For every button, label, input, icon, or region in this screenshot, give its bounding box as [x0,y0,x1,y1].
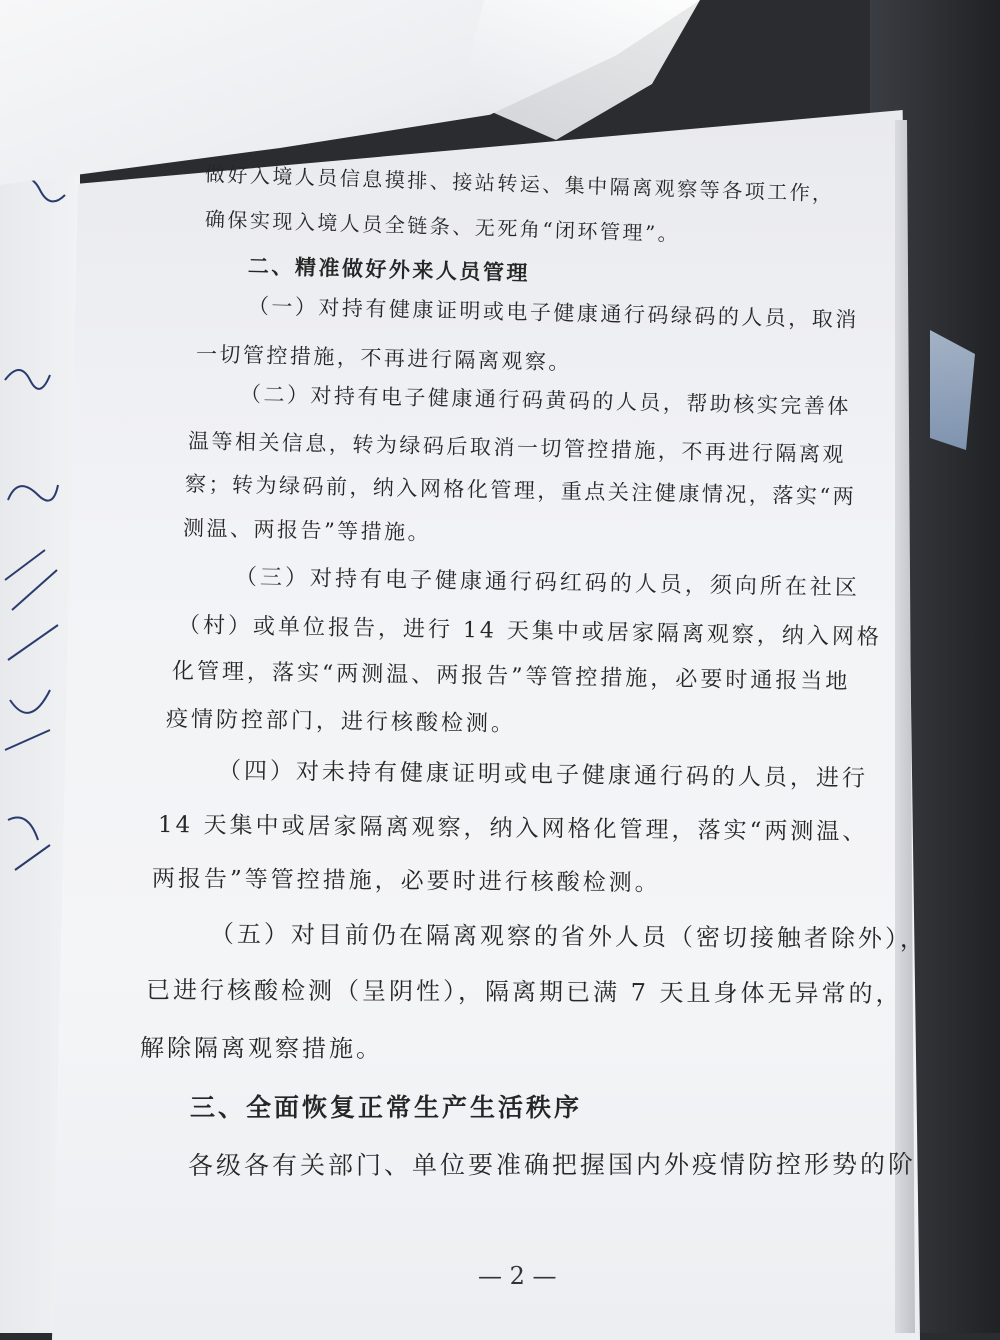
body-line: 已进行核酸检测（呈阴性），隔离期已满 7 天且身体无异常的， [145,976,903,1008]
overlapping-paper-fold [460,0,700,140]
page-number: — 2 — [478,1262,557,1290]
body-line: 解除隔离观察措施。 [139,1034,384,1063]
handwriting-scribble [0,140,70,900]
body-line: （村）或单位报告，进行 14 天集中或居家隔离观察，纳入网格 [177,613,883,651]
body-line: 两报告”等管控措施，必要时进行核酸检测。 [151,866,661,897]
body-line: （一）对持有健康证明或电子健康通行码绿码的人员，取消 [247,294,860,332]
section-heading: 二、精准做好外来人员管理 [247,253,531,286]
body-line: 测温、两报告”等措施。 [182,516,432,545]
body-line: 温等相关信息，转为绿码后取消一切管控措施，不再进行隔离观 [187,429,847,467]
body-line: 确保实现入境人员全链条、无死角“闭环管理”。 [204,207,681,246]
body-line: 化管理，落实“两测温、两报告”等管控措施，必要时通报当地 [171,659,851,695]
section-heading: 三、全面恢复正常生产生活秩序 [190,1093,583,1122]
body-line: 察；转为绿码前，纳入网格化管理，重点关注健康情况，落实“两 [184,472,857,509]
body-line: （五）对目前仍在隔离观察的省外人员（密切接触者除外）， [209,920,928,954]
body-line: 一切管控措施，不再进行隔离观察。 [195,342,573,375]
body-line: 各级各有关部门、单位要准确把握国内外疫情防控形势的阶 [187,1149,917,1180]
body-line: （三）对持有电子健康通行码红码的人员，须向所在社区 [234,565,861,601]
body-line: （四）对未持有健康证明或电子健康通行码的人员，进行 [217,758,869,792]
body-line: （二）对持有电子健康通行码黄码的人员，帮助核实完善体 [239,382,852,419]
body-line: 14 天集中或居家隔离观察，纳入网格化管理，落实“两测温、 [157,812,869,846]
body-line: 疫情防控部门，进行核酸检测。 [165,707,517,737]
body-line: 做好入境人员信息摸排、接站转运、集中隔离观察等各项工作， [204,162,836,206]
